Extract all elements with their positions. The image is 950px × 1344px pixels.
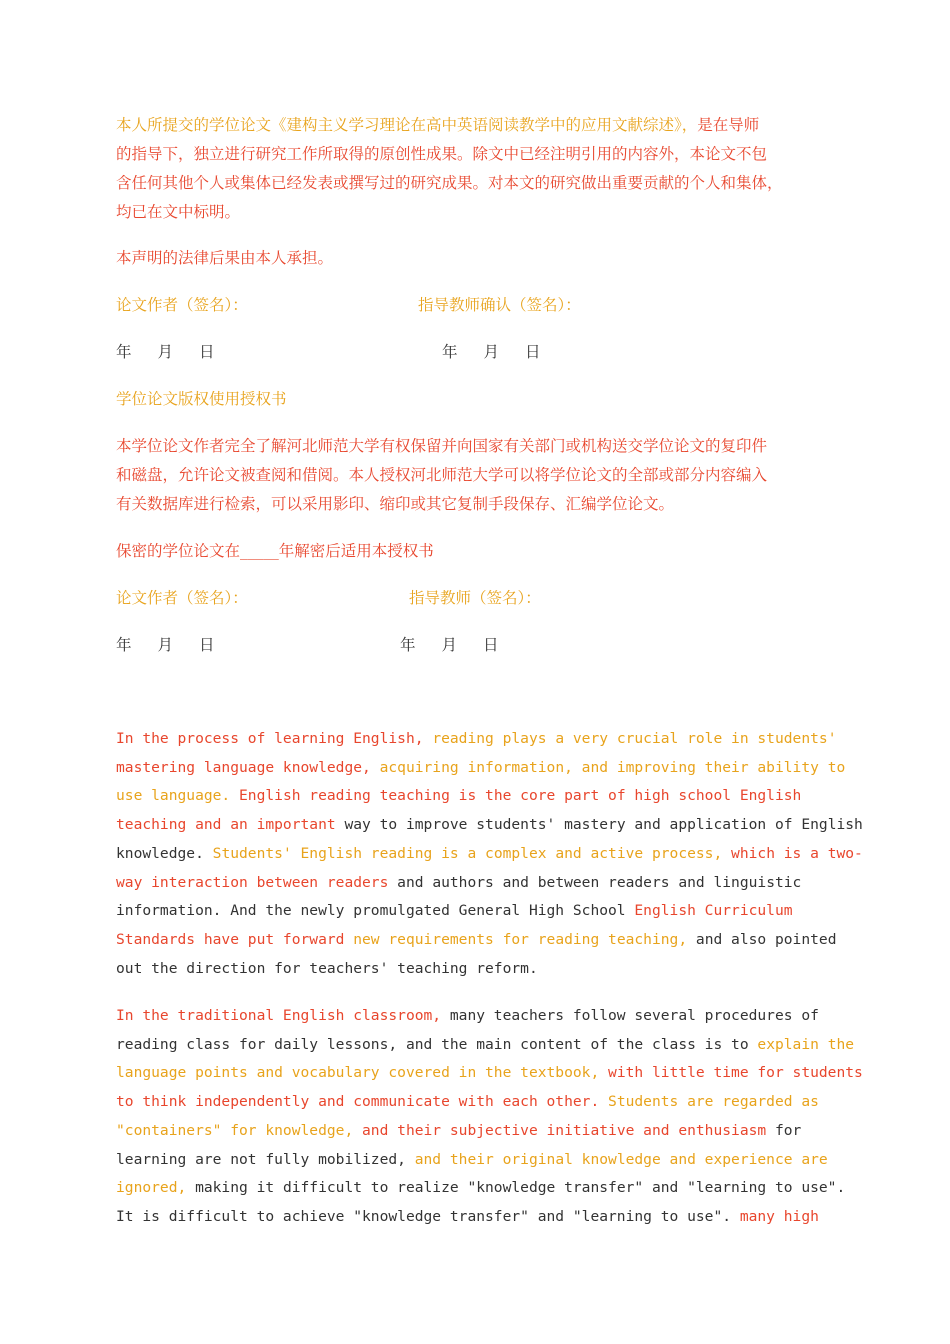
text-line [116, 926, 837, 955]
english-paragraph-2 [116, 1002, 863, 1232]
author-date-2 [116, 631, 215, 660]
text-segment: acquiring information, and improving their ability to [379, 758, 846, 776]
text-segment: to think independently and communicate with each other. [116, 1093, 609, 1111]
text-segment: 均已在文中标明。 [116, 203, 241, 221]
text-segment: "containers" for knowledge, [116, 1121, 363, 1139]
text-line [116, 1146, 832, 1175]
date-month: 月 [441, 636, 458, 654]
text-line [116, 1031, 855, 1060]
text-segment: Students are regarded as [608, 1093, 819, 1111]
text-segment: English Curriculum [634, 902, 793, 920]
text-segment: knowledge. [116, 844, 213, 862]
text-segment: 本人所提交的学位论文《建构主义学习理论在高中英语阅读教学中的应用文献综述》， [116, 116, 698, 134]
date-day: 日 [525, 343, 541, 361]
date-year: 年 [116, 636, 132, 654]
text-segment: way interaction between readers [116, 873, 398, 891]
date-day: 日 [199, 636, 215, 654]
copyright-title: 学位论文版权使用授权书 [116, 390, 287, 408]
author-signature-label: 论文作者（签名）： [116, 296, 248, 314]
copyright-body [116, 432, 767, 519]
text-line [116, 811, 863, 840]
text-segment: Students' English reading is a complex and active process, [212, 844, 732, 862]
text-line [116, 955, 832, 984]
text-segment: mastering language knowledge, [116, 758, 380, 776]
confidential-statement: 保密的学位论文在_____年解密后适用本授权书 [116, 542, 434, 560]
text-segment: and also pointed [695, 930, 837, 948]
text-segment: 含任何其他个人或集体已经发表或撰写过的研究成果。对本文的研究做出重要贡献的个人和集体， [116, 174, 783, 192]
text-segment: many high [739, 1207, 819, 1225]
author-signature-label-2: 论文作者（签名）： [116, 589, 248, 607]
advisor-date-2 [400, 631, 499, 660]
date-day: 日 [483, 636, 499, 654]
text-segment: In the process of learning English, [116, 730, 433, 747]
text-segment: teaching and an important [116, 816, 345, 834]
text-line [116, 754, 846, 783]
text-segment: explain the [757, 1035, 855, 1053]
text-line [116, 140, 783, 169]
date-year: 年 [400, 636, 416, 654]
date-month: 月 [157, 636, 174, 654]
copyright-line: 有关数据库进行检索，可以采用影印、缩印或其它复制手段保存、汇编学位论文。 [116, 495, 675, 513]
text-segment: many teachers follow several procedures of [449, 1007, 819, 1024]
date-year: 年 [442, 343, 458, 361]
text-segment: with little time for students [608, 1064, 863, 1082]
text-line [116, 1174, 846, 1203]
text-segment: out the direction for teachers' teaching reform. [116, 959, 538, 977]
text-segment: It is difficult to achieve "knowledge transfer" and "learning to use". [116, 1207, 740, 1225]
text-segment: making it difficult to realize "knowledge transfer" and "learning to use". [195, 1179, 846, 1197]
text-segment: reading class for daily lessons, and the main content of the class is to [116, 1035, 758, 1053]
text-segment: information. And the newly promulgated General High School [116, 902, 635, 920]
text-line [116, 169, 783, 198]
text-segment: 的指导下，独立进行研究工作所取得的原创性成果。除文中已经注明引用的内容外，本论文不包 [116, 145, 768, 163]
text-segment: and their original knowledge and experience are [414, 1150, 828, 1168]
text-segment: English reading teaching is the core part of high school English [239, 787, 802, 805]
date-day: 日 [199, 343, 215, 361]
legal-statement: 本声明的法律后果由本人承担。 [116, 249, 334, 267]
text-line [116, 111, 783, 140]
advisor-signature-label: 指导教师（签名）： [409, 589, 541, 607]
text-segment: and their subjective initiative and enthusiasm [362, 1121, 775, 1139]
text-line [116, 1002, 832, 1031]
text-line [116, 869, 832, 898]
text-segment: In the traditional English classroom, [116, 1007, 450, 1024]
text-line [116, 725, 837, 754]
text-line [116, 1088, 832, 1117]
text-line [116, 1117, 832, 1146]
text-line [116, 782, 832, 811]
author-date [116, 338, 215, 367]
text-segment: new requirements for reading teaching, [353, 930, 696, 948]
text-segment: Standards have put forward [116, 930, 354, 948]
date-year: 年 [116, 343, 132, 361]
date-month: 月 [483, 343, 500, 361]
copyright-line: 本学位论文作者完全了解河北师范大学有权保留并向国家有关部门或机构送交学位论文的复印件 [116, 437, 768, 455]
text-segment: for [774, 1121, 802, 1139]
text-line [116, 1203, 832, 1232]
text-segment: use language. [116, 787, 240, 805]
text-segment: language points and vocabulary covered in the textbook, [116, 1064, 609, 1082]
text-segment: 是在导师 [697, 116, 760, 134]
english-paragraph-1 [116, 725, 863, 983]
text-line [116, 897, 832, 926]
text-segment: which is a two- [731, 844, 863, 862]
text-segment: way to improve students' mastery and application of English [344, 816, 863, 834]
text-line [116, 198, 783, 227]
advisor-date [442, 338, 541, 367]
copyright-line: 和磁盘，允许论文被查阅和借阅。本人授权河北师范大学可以将学位论文的全部或部分内容编入 [116, 466, 768, 484]
originality-declaration [116, 111, 783, 227]
text-line [116, 1059, 863, 1088]
advisor-confirm-signature-label: 指导教师确认（签名）： [418, 296, 581, 314]
text-segment: and authors and between readers and linguistic [397, 873, 802, 891]
text-segment: learning are not fully mobilized, [116, 1150, 415, 1168]
text-segment: reading plays a very crucial role in students' [432, 730, 837, 747]
date-month: 月 [157, 343, 174, 361]
text-segment: ignored, [116, 1179, 196, 1197]
text-line [116, 840, 863, 869]
